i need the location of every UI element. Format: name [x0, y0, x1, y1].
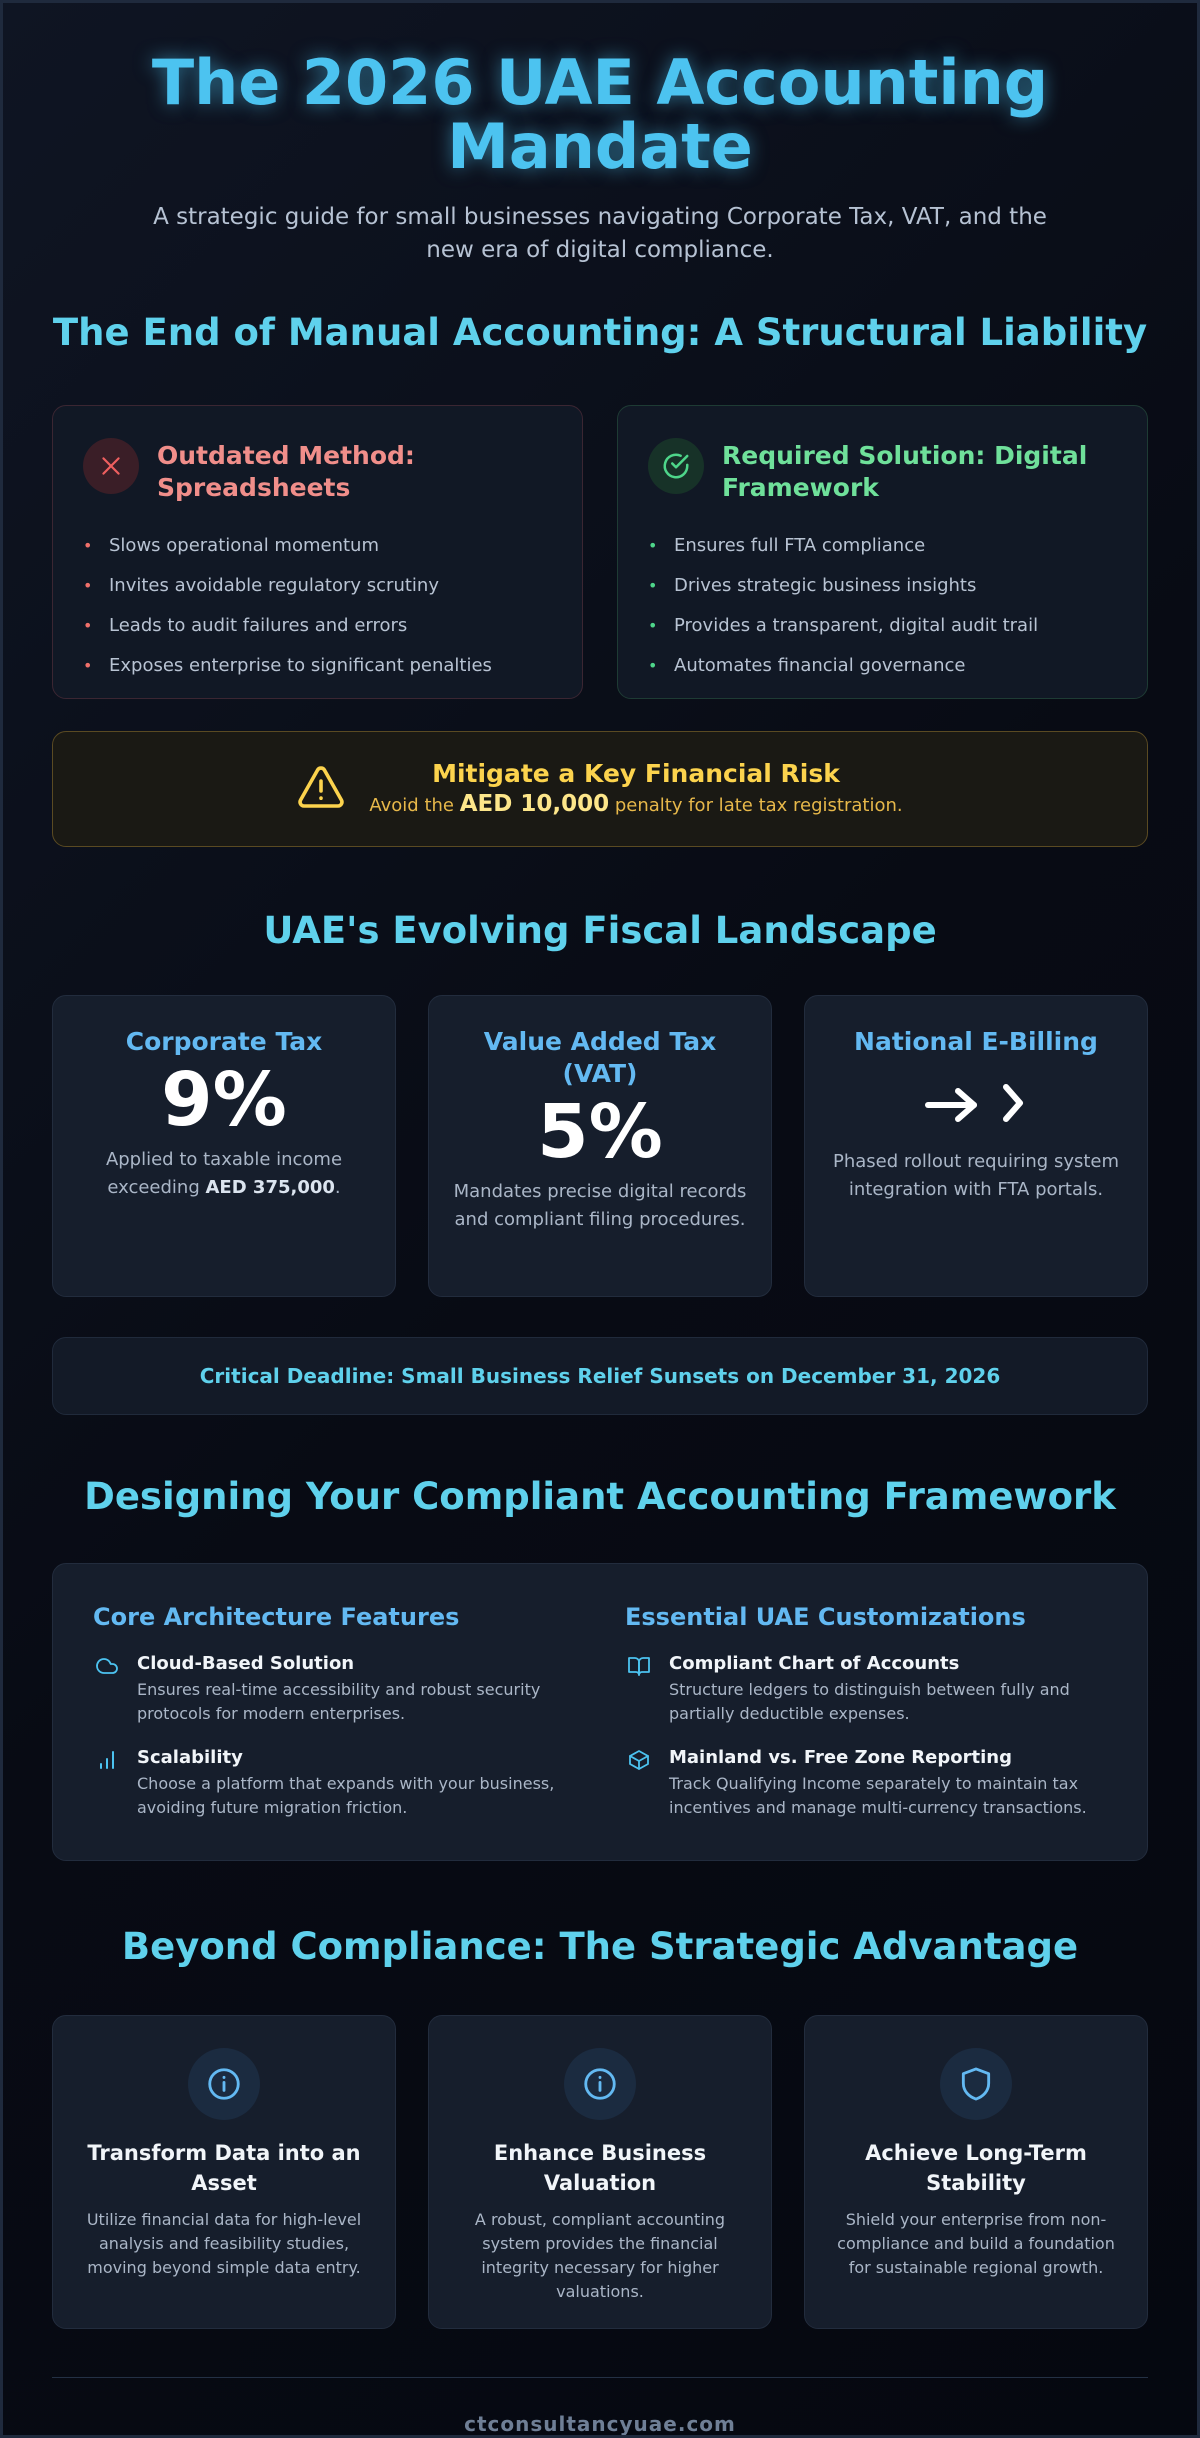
corporate-tax-rate: 9% — [161, 1057, 287, 1143]
footer-website-link[interactable]: ctconsultancyuae.com — [464, 2412, 736, 2436]
corporate-tax-desc-text: Applied to taxable income exceeding — [105, 1149, 343, 1198]
section-title-manual-accounting: The End of Manual Accounting: A Structural Liability — [52, 311, 1148, 354]
corporate-tax-threshold: AED 375,000 — [205, 1177, 335, 1198]
list-item: • Drives strategic business insights — [648, 566, 1117, 606]
warning-body-after: penalty for late tax registration. — [614, 795, 903, 816]
uae-customizations-title: Essential UAE Customizations — [625, 1603, 1026, 1631]
list-item: • Leads to audit failures and errors — [83, 606, 552, 646]
feature-text — [669, 1746, 1107, 1820]
feature-desc: Ensures real-time accessibility and robust security protocols for modern enterprises. — [137, 1680, 541, 1723]
warning-body — [369, 790, 902, 820]
warning-body-before: Avoid the — [369, 795, 454, 816]
warning-triangle-icon — [297, 765, 345, 813]
feature-item — [625, 1652, 1107, 1726]
page-container — [52, 46, 1148, 2436]
vat-title: Value Added Tax (VAT) — [483, 1027, 717, 1088]
cloud-icon — [93, 1652, 121, 1726]
page-subtitle: A strategic guide for small businesses navigating Corporate Tax, VAT, and the new era of digital compliance. — [153, 204, 1047, 263]
outdated-method-card — [52, 405, 583, 699]
section-title-fiscal-landscape: UAE's Evolving Fiscal Landscape — [263, 909, 937, 952]
warning-title: Mitigate a Key Financial Risk — [432, 759, 840, 788]
chevron-right-icon — [998, 1063, 1028, 1142]
box-icon — [625, 1746, 653, 1820]
core-architecture-column — [93, 1602, 575, 1860]
footer-divider — [52, 2377, 1148, 2378]
feature-item — [93, 1652, 575, 1726]
required-solution-list — [648, 526, 1117, 686]
fiscal-cards-row — [52, 995, 1148, 1297]
list-item: • Exposes enterprise to significant penalties — [83, 646, 552, 686]
feature-text — [137, 1746, 575, 1820]
benefit-card-data-asset — [52, 2015, 396, 2329]
critical-deadline-banner: Critical Deadline: Small Business Relief Sunsets on December 31, 2026 — [52, 1337, 1148, 1415]
required-solution-header — [648, 438, 1117, 504]
list-item: • Ensures full FTA compliance — [648, 526, 1117, 566]
list-item: • Automates financial governance — [648, 646, 1117, 686]
feature-title: Cloud-Based Solution — [137, 1653, 355, 1674]
comparison-row — [52, 405, 1148, 699]
benefit-title: Enhance Business Valuation — [493, 2141, 707, 2195]
feature-text — [137, 1652, 575, 1726]
warning-text — [369, 758, 902, 820]
outdated-method-header — [83, 438, 552, 504]
book-open-icon — [625, 1652, 653, 1726]
benefit-desc: Shield your enterprise from non-compliance and build a foundation for sustainable regional growth. — [837, 2210, 1115, 2277]
bar-chart-icon — [93, 1746, 121, 1820]
x-icon — [83, 438, 139, 494]
feature-desc: Structure ledgers to distinguish between fully and partially deductible expenses. — [669, 1680, 1070, 1723]
penalty-amount: AED 10,000 — [459, 791, 610, 817]
vat-rate: 5% — [537, 1089, 663, 1175]
feature-title: Scalability — [137, 1747, 243, 1768]
info-icon — [188, 2048, 260, 2120]
feature-item — [93, 1746, 575, 1820]
corporate-tax-desc-end: . — [334, 1177, 341, 1198]
framework-panel — [52, 1563, 1148, 1861]
feature-desc: Track Qualifying Income separately to maintain tax incentives and manage multi-currency transactions. — [669, 1774, 1087, 1817]
corporate-tax-card — [52, 995, 396, 1297]
e-billing-card — [804, 995, 1148, 1297]
penalty-warning-banner — [52, 731, 1148, 847]
benefit-card-valuation — [428, 2015, 772, 2329]
list-item: • Provides a transparent, digital audit trail — [648, 606, 1117, 646]
info-icon — [564, 2048, 636, 2120]
check-circle-icon — [648, 438, 704, 494]
required-solution-card — [617, 405, 1148, 699]
feature-title: Compliant Chart of Accounts — [669, 1653, 960, 1674]
benefits-row — [52, 2015, 1148, 2329]
e-billing-icons — [829, 1062, 1123, 1142]
feature-title: Mainland vs. Free Zone Reporting — [669, 1747, 1012, 1768]
arrow-right-icon — [924, 1063, 982, 1142]
feature-text — [669, 1652, 1107, 1726]
list-item: • Slows operational momentum — [83, 526, 552, 566]
core-architecture-title: Core Architecture Features — [93, 1603, 460, 1631]
page-title: The 2026 UAE Accounting Mandate — [151, 46, 1049, 183]
corporate-tax-title: Corporate Tax — [125, 1027, 323, 1056]
benefit-card-stability — [804, 2015, 1148, 2329]
benefit-desc: A robust, compliant accounting system provides the financial integrity necessary for higher valuations. — [474, 2210, 726, 2301]
benefit-title: Transform Data into an Asset — [87, 2141, 361, 2195]
vat-desc: Mandates precise digital records and compliant filing procedures. — [453, 1181, 747, 1230]
feature-desc: Choose a platform that expands with your business, avoiding future migration friction. — [137, 1774, 555, 1817]
list-item: • Invites avoidable regulatory scrutiny — [83, 566, 552, 606]
required-solution-title: Required Solution: Digital Framework — [722, 441, 1088, 502]
e-billing-title: National E-Billing — [854, 1027, 1098, 1056]
outdated-method-list — [83, 526, 552, 686]
vat-card — [428, 995, 772, 1297]
e-billing-desc: Phased rollout requiring system integration with FTA portals. — [832, 1151, 1120, 1200]
shield-icon — [940, 2048, 1012, 2120]
feature-item — [625, 1746, 1107, 1820]
corporate-tax-desc — [77, 1146, 371, 1202]
section-title-framework: Designing Your Compliant Accounting Framework — [84, 1475, 1116, 1518]
uae-customizations-column — [625, 1602, 1107, 1860]
section-title-strategic-advantage: Beyond Compliance: The Strategic Advantage — [121, 1925, 1079, 1968]
benefit-title: Achieve Long-Term Stability — [865, 2141, 1087, 2195]
benefit-desc: Utilize financial data for high-level analysis and feasibility studies, moving beyond simple data entry. — [86, 2210, 362, 2277]
outdated-method-title: Outdated Method: Spreadsheets — [157, 441, 415, 502]
